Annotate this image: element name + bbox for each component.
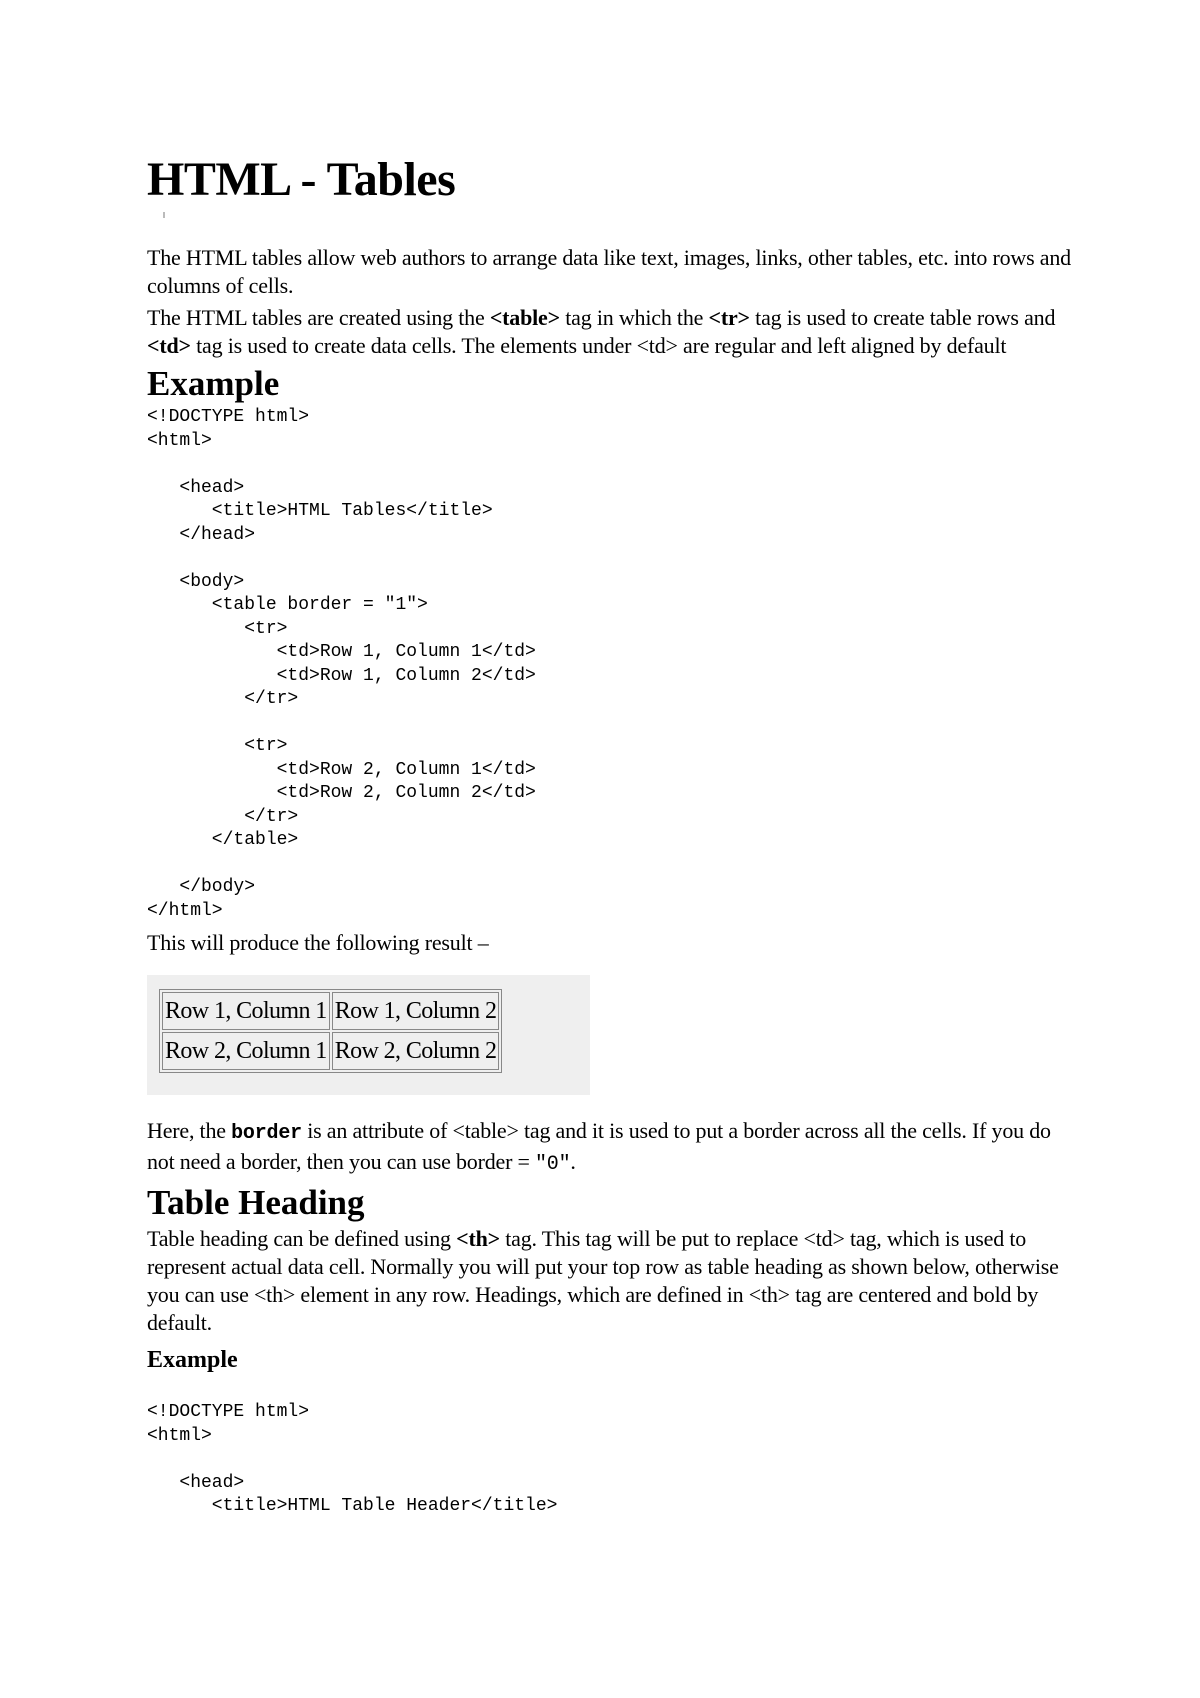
result-table xyxy=(159,989,502,1073)
border-note xyxy=(147,1117,1077,1179)
th-tag-text: <th> xyxy=(456,1226,500,1251)
page-title: HTML - Tables xyxy=(147,153,456,206)
example2-code-block: <!DOCTYPE html> <html> <head> <title>HTML Table Header</title> xyxy=(147,1402,558,1516)
table-cell: Row 1, Column 2 xyxy=(332,992,500,1030)
table-row xyxy=(162,1032,499,1070)
table-cell: Row 2, Column 2 xyxy=(332,1032,500,1070)
th-text-a: Table heading can be defined using xyxy=(147,1226,457,1251)
decorative-mark xyxy=(163,212,165,218)
th-text-b: tag. This tag will be put to replace <td> tag, which is used to represent actual data cell. Normally you will put your top row as table heading as shown below, otherwise you can use <th> element in any row. Headings, which are defined in <th> tag are centered and bold by default. xyxy=(147,1226,1059,1335)
intro-paragraph-2 xyxy=(147,304,1077,360)
border-note-b: is an attribute of <table> tag and it is used to put a border across all the cells. If you do not need a border, then you can use border = xyxy=(147,1118,1051,1174)
border-keyword: border xyxy=(231,1122,302,1145)
intro-text-a: The HTML tables are created using the xyxy=(147,305,490,330)
document-content xyxy=(147,148,1077,1519)
table-heading-title: Table Heading xyxy=(147,1183,365,1222)
td-tag-text: <td> xyxy=(147,333,191,358)
tr-tag-text: <tr> xyxy=(708,305,750,330)
intro-text-c: tag is used to create table rows and xyxy=(749,305,1056,330)
intro-paragraph-1: The HTML tables allow web authors to arrange data like text, images, links, other tables, etc. into rows and columns of cells. xyxy=(147,245,1071,298)
result-intro: This will produce the following result – xyxy=(147,930,489,955)
table-row xyxy=(162,992,499,1030)
border-note-a: Here, the xyxy=(147,1118,232,1143)
example-heading: Example xyxy=(147,364,280,403)
intro-text-d: tag is used to create data cells. The elements under <td> are regular and left aligned by default xyxy=(190,333,1007,358)
table-cell: Row 1, Column 1 xyxy=(162,992,330,1030)
table-heading-paragraph xyxy=(147,1225,1077,1337)
table-tag-text: <table> xyxy=(489,305,560,330)
example2-heading: Example xyxy=(147,1347,238,1373)
border-note-c: . xyxy=(570,1149,576,1174)
example-code-block: <!DOCTYPE html> <html> <head> <title>HTML Tables</title> </head> <body> <table border = "1"> <tr> <td>Row 1, Column 1</td> <td>Row 1, Column 2</td> </tr> <tr> <td>Row 2, Column 1</td> <td>Row 2, Column 2</td> </tr> </table> </body> </html> xyxy=(147,407,536,921)
border-zero-value: "0" xyxy=(535,1153,571,1176)
table-cell: Row 2, Column 1 xyxy=(162,1032,330,1070)
intro-text-b: tag in which the xyxy=(559,305,709,330)
result-preview xyxy=(147,975,590,1095)
